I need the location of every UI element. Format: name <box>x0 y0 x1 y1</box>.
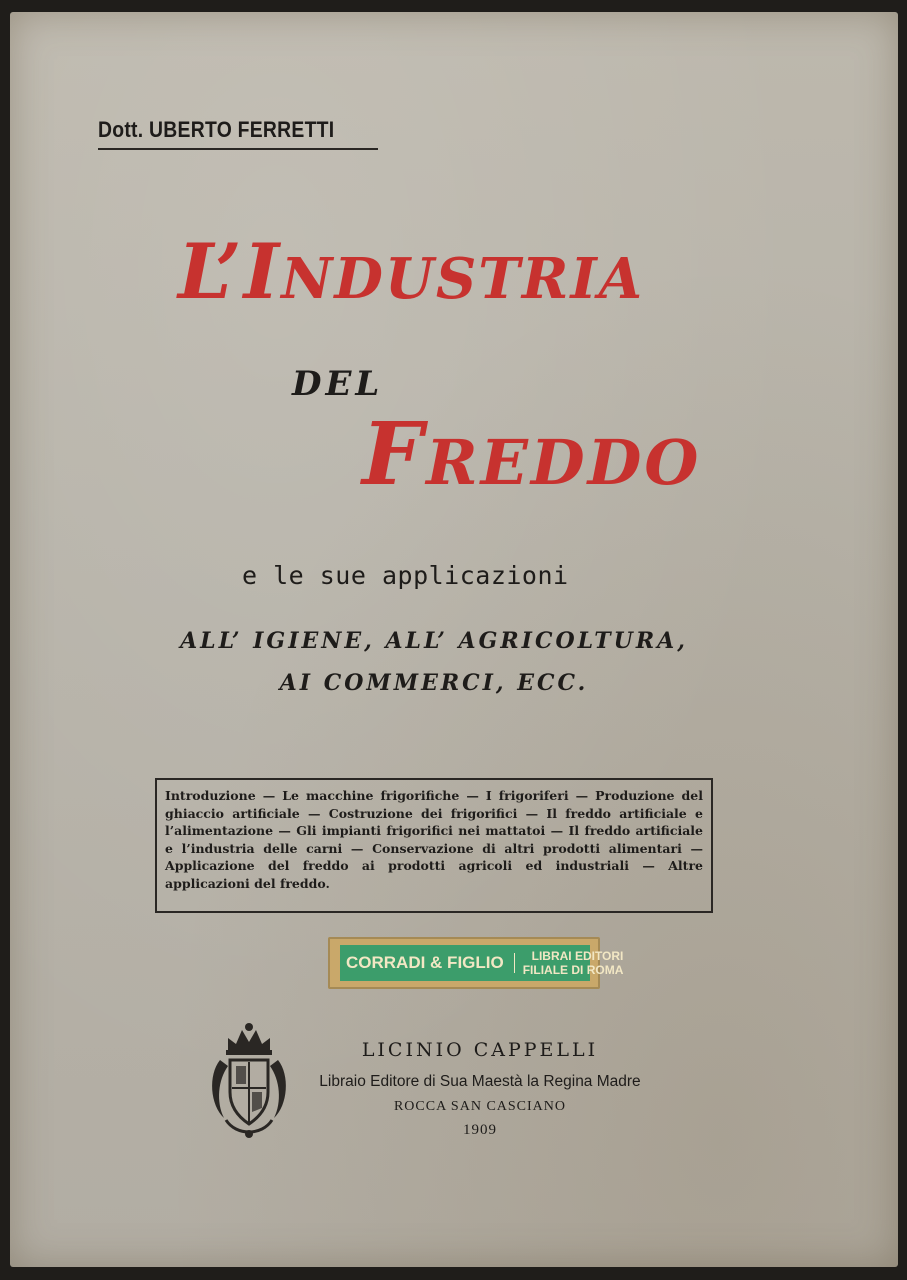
publication-year: 1909 <box>463 1122 497 1138</box>
stamp-details <box>515 949 624 977</box>
author-name: Dott. UBERTO FERRETTI <box>98 117 335 142</box>
subtitle: e le sue applicazioni <box>242 561 569 590</box>
title-industria-rest: NDUSTRIA <box>281 246 645 312</box>
stamp-line-2: FILIALE DI ROMA <box>522 963 624 977</box>
stamp-name: CORRADI & FIGLIO <box>340 953 515 973</box>
title-freddo-rest: REDDO <box>426 426 702 499</box>
bookseller-stamp <box>328 937 624 989</box>
applications-line-1: ALL’ IGIENE, ALL’ AGRICOLTURA, <box>180 628 688 654</box>
title-line-industria <box>178 227 644 316</box>
title-freddo-initial: F <box>362 404 427 505</box>
publisher-name: LICINIO CAPPELLI <box>361 1039 599 1061</box>
contents-box: Introduzione — Le macchine frigorifiche — I frigoriferi — Produzione del ghiaccio artificiale — Costruzione dei frigorifici — Il freddo artificiale e l’alimentazione — Gli impianti frigorifici nei mattatoi — Il freddo artificiale e l’industria delle carni — Conservazione di altri prodotti alimentari — Applicazione del freddo ai prodotti agricoli ed industriali — Altre applicazioni del freddo. <box>155 778 713 913</box>
applications-line-2: AI COMMERCI, ECC. <box>279 670 589 696</box>
book-cover <box>10 12 898 1267</box>
author-underline <box>98 148 378 150</box>
publisher-city: ROCCA SAN CASCIANO <box>393 1099 567 1114</box>
stamp-line-1: LIBRAI EDITORI <box>531 949 624 963</box>
title-line-freddo <box>362 404 701 505</box>
title-del: DEL <box>292 364 384 404</box>
stamp-label <box>340 945 624 981</box>
title-industria-initial: L’I <box>178 227 282 316</box>
publisher-title: Libraio Editore di Sua Maestà la Regina Madre <box>319 1073 641 1090</box>
